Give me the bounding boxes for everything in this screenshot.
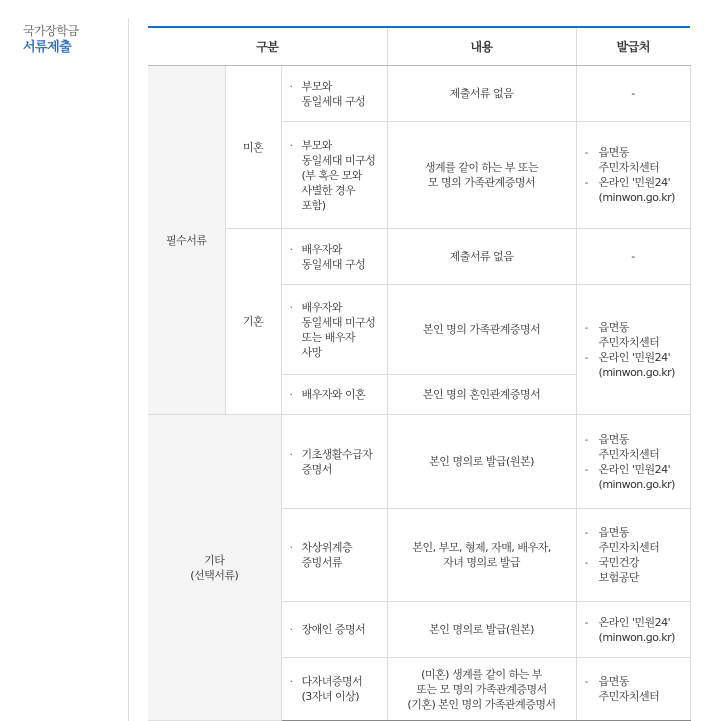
- issuer-entry: - 국민건강 보험공단: [584, 556, 640, 584]
- document-content: [387, 122, 576, 229]
- table-row: [148, 66, 690, 122]
- text-line: (minwon.go.kr): [598, 191, 675, 204]
- text-line: 보험공단: [598, 571, 640, 584]
- text-line: 국민건강: [598, 556, 640, 569]
- text-line: (3자녀 이상): [301, 690, 360, 703]
- text-line: 제출서류 없음: [449, 87, 514, 100]
- subcategory-married: 기혼: [225, 229, 281, 415]
- text-line: 주민자치센터: [598, 161, 660, 174]
- document-content: [387, 602, 576, 658]
- bullet: ·: [289, 675, 293, 688]
- text-line: 모 명의 가족관계증명서: [427, 176, 536, 189]
- header-category: 구분: [148, 27, 387, 66]
- document-content: [387, 509, 576, 602]
- document-issuer: [576, 415, 690, 509]
- document-issuer: -: [576, 229, 690, 285]
- document-item: [281, 658, 387, 721]
- text-line: 온라인 '민원24': [598, 350, 671, 364]
- document-item: [281, 415, 387, 509]
- table-row: [148, 415, 690, 509]
- bullet: ·: [289, 388, 293, 401]
- bullet: ·: [289, 447, 293, 461]
- documents-table: [148, 26, 691, 721]
- text-line: (미혼) 생계를 같이 하는 부: [421, 667, 542, 681]
- bullet: ·: [289, 138, 293, 152]
- text-line: 읍면동: [598, 146, 629, 159]
- bullet: ·: [289, 242, 293, 256]
- issuer-entry: - 읍면동 주민자치센터: [584, 320, 660, 349]
- text-line: 주민자치센터: [598, 335, 660, 349]
- category-required: 필수서류: [148, 66, 225, 415]
- subcategory-single: 미혼: [225, 66, 281, 229]
- document-content: [387, 285, 576, 375]
- header-content: 내용: [387, 27, 576, 66]
- text-line: 읍면동: [598, 526, 629, 539]
- text-line: 온라인 '민원24': [598, 615, 671, 629]
- sidebar-title-area: [0, 0, 128, 721]
- text-line: 동일세대 미구성: [301, 153, 376, 167]
- text-line: 제출서류 없음: [449, 250, 514, 263]
- text-line: 본인 명의로 발급(원본): [429, 623, 534, 636]
- text-line: 차상위계층: [301, 541, 353, 554]
- text-line: 온라인 '민원24': [598, 462, 671, 476]
- text-line: 동일세대 구성: [301, 94, 366, 108]
- text-line: 또는 배우자: [301, 330, 356, 344]
- text-line: 기초생활수급자: [301, 447, 373, 461]
- text-line: 부모와: [301, 138, 332, 152]
- text-line: 본인 명의로 발급(원본): [429, 455, 534, 468]
- document-content: [387, 229, 576, 285]
- document-issuer: [576, 658, 690, 721]
- text-line: (기혼) 본인 명의 가족관계증명서: [407, 697, 556, 711]
- issuer-entry: - 읍면동 주민자치센터: [584, 526, 660, 554]
- text-line: 주민자치센터: [598, 447, 660, 461]
- text-line: (minwon.go.kr): [598, 365, 675, 379]
- document-item: [281, 602, 387, 658]
- text-line: 포함): [301, 198, 326, 212]
- header-issuer: 발급처: [576, 27, 690, 66]
- document-item: [281, 66, 387, 122]
- text-line: 동일세대 구성: [301, 257, 366, 271]
- issuer-entry: - 읍면동 주민자치센터: [584, 146, 660, 174]
- document-item: [281, 375, 387, 415]
- text-line: 읍면동: [598, 675, 629, 688]
- text-line: (부 혹은 모와: [301, 168, 362, 182]
- category-other: 기타 (선택서류): [148, 415, 281, 721]
- section-subtitle: 국가장학금: [23, 24, 79, 38]
- text-line: 주민자치센터: [598, 541, 660, 554]
- text-line: 읍면동: [598, 320, 629, 334]
- text-line: 증빙서류: [301, 556, 343, 569]
- table-header-row: [148, 27, 690, 66]
- text-line: (minwon.go.kr): [598, 630, 675, 644]
- bullet: ·: [289, 79, 293, 93]
- text-line: (minwon.go.kr): [598, 477, 675, 491]
- text-line: 장애인 증명서: [301, 623, 366, 636]
- text-line: 사별한 경우: [301, 183, 356, 197]
- text-line: 읍면동: [598, 432, 629, 446]
- issuer-entry: - 온라인 '민원24' (minwon.go.kr): [584, 462, 675, 491]
- document-issuer: [576, 509, 690, 602]
- document-content: [387, 66, 576, 122]
- text-line: 동일세대 미구성: [301, 315, 376, 329]
- text-line: 사망: [301, 345, 322, 359]
- text-line: 증명서: [301, 462, 332, 476]
- bullet: ·: [289, 300, 293, 314]
- issuer-entry: - 온라인 '민원24' (minwon.go.kr): [584, 176, 675, 204]
- text-line: 본인, 부모, 형제, 자매, 배우자,: [412, 541, 551, 554]
- text-line: 본인 명의 가족관계증명서: [422, 323, 541, 336]
- document-item: [281, 122, 387, 229]
- text-line: 자녀 명의로 발급: [443, 556, 520, 569]
- document-issuer: [576, 602, 690, 658]
- text-line: 본인 명의 혼인관계증명서: [422, 388, 541, 401]
- table-row: [148, 229, 690, 285]
- document-issuer: -: [576, 66, 690, 122]
- text-line: 배우자와 이혼: [301, 388, 366, 401]
- text-line: 배우자와: [301, 242, 343, 256]
- document-item: [281, 509, 387, 602]
- document-content: [387, 658, 576, 721]
- section-title: 서류제출: [23, 40, 72, 55]
- text-line: 다자녀증명서: [301, 675, 363, 688]
- issuer-entry: - 온라인 '민원24' (minwon.go.kr): [584, 350, 675, 379]
- text-line: 주민자치센터: [598, 690, 660, 703]
- text-line: 또는 모 명의 가족관계증명서: [416, 682, 547, 696]
- text-line: 온라인 '민원24': [598, 176, 671, 189]
- divider: [128, 18, 129, 721]
- document-item: [281, 229, 387, 285]
- issuer-entry: - 읍면동 주민자치센터: [584, 675, 660, 703]
- bullet: ·: [289, 623, 293, 636]
- text-line: 생계를 같이 하는 부 또는: [424, 161, 539, 174]
- text-line: 배우자와: [301, 300, 343, 314]
- document-issuer: [576, 285, 690, 415]
- issuer-entry: - 온라인 '민원24' (minwon.go.kr): [584, 615, 675, 644]
- bullet: ·: [289, 541, 293, 554]
- document-content: [387, 415, 576, 509]
- text-line: 부모와: [301, 79, 332, 93]
- document-item: [281, 285, 387, 375]
- document-issuer: [576, 122, 690, 229]
- document-content: [387, 375, 576, 415]
- issuer-entry: - 읍면동 주민자치센터: [584, 432, 660, 461]
